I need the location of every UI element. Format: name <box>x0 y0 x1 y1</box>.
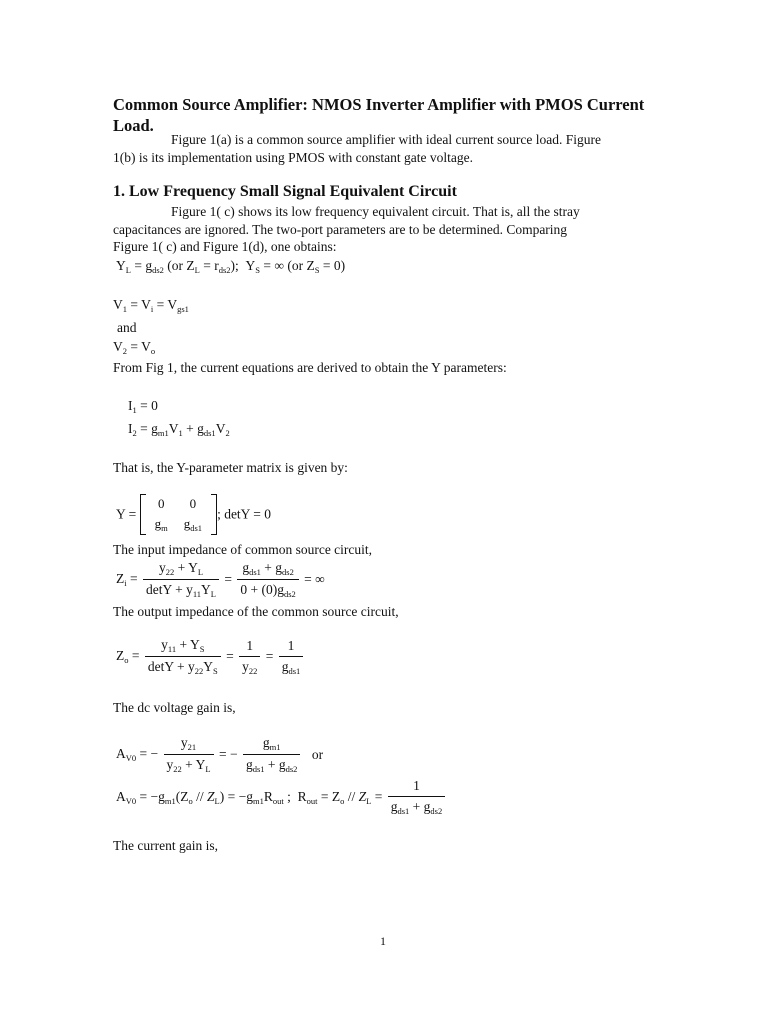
equation-v1: $V_1 = V_i = V_{gs1}$ <box>113 297 189 314</box>
intro-line-1: Figure 1(a) is a common source amplifier with ideal current source load. Figure <box>171 132 601 147</box>
matrix-cell: $g_m$ <box>154 516 168 533</box>
equation-i1: $I_1 = 0$ <box>128 398 158 415</box>
text-current-gain: The current gain is, <box>113 838 218 853</box>
equation-av0-2: $A_{V0} = -g_{m1}(Z_o // Z_L) = -g_{m1}R_{out}$ ; $R_{out} = Z_o // Z_L$ = $\frac{1}{g_{ds1} + g_{ds2}}$ <box>116 778 447 816</box>
equation-i2: $I_2 = g_{m1}V_1 + g_{ds1}V_2$ <box>128 421 230 438</box>
intro-line-2: 1(b) is its implementation using PMOS with constant gate voltage. <box>113 150 473 165</box>
page-number: 1 <box>380 934 386 948</box>
equation-yl-ys: $Y_L = g_{ds2}$ (or $Z_L = r_{ds2}$); $Y_S$ = ∞ (or $Z_S = 0$) <box>116 258 346 275</box>
text-output-impedance: The output impedance of the common source circuit, <box>113 604 399 619</box>
matrix-cell: 0 <box>157 496 165 511</box>
text-and: and <box>117 320 137 335</box>
text-that-is: That is, the Y-parameter matrix is given by: <box>113 460 348 475</box>
equation-zo: $Z_o$ = $\frac{y_{11} + Y_S}{\det Y + y_{22}Y_S}$ = $\frac{1}{y_{22}}$ = $\frac{1}{g_{ds1}}$ <box>116 637 305 676</box>
section-paragraph-line-3: Figure 1( c) and Figure 1(d), one obtains: <box>113 239 337 254</box>
matrix-cell: $g_{ds1}$ <box>183 516 203 533</box>
text-input-impedance: The input impedance of common source circuit, <box>113 542 373 557</box>
text-dc-gain: The dc voltage gain is, <box>113 700 236 715</box>
text-or: or <box>311 746 324 762</box>
equation-av0-1: $A_{V0}$ = − $\frac{y_{21}}{y_{22} + Y_L}$ = − $\frac{g_{m1}}{g_{ds1} + g_{ds2}}$ or <box>116 735 324 774</box>
det-y: ; detY = 0 <box>217 506 272 522</box>
equation-v2: $V_2 = V_o$ <box>113 339 156 356</box>
y-matrix <box>140 494 217 535</box>
document-title: Common Source Amplifier: NMOS Inverter Amplifier with PMOS Current Load. <box>113 95 645 135</box>
text-from-fig: From Fig 1, the current equations are derived to obtain the Y parameters: <box>113 360 507 375</box>
matrix-cell: 0 <box>189 496 197 511</box>
section-paragraph-line-1: Figure 1( c) shows its low frequency equivalent circuit. That is, all the stray <box>171 204 580 219</box>
equation-zi: $Z_i$ = $\frac{y_{22} + Y_L}{\det Y + y_{11}Y_L}$ = $\frac{g_{ds1} + g_{ds2}}{0 + (0)g_{ds2}}$ = ∞ <box>116 560 325 599</box>
section-heading: 1. Low Frequency Small Signal Equivalent Circuit <box>113 183 457 200</box>
equation-y-matrix: Y = 0 0 $g_m$ $g_{ds1}$ ; detY = 0 <box>116 496 272 533</box>
section-paragraph-line-2: capacitances are ignored. The two-port parameters are to be determined. Comparing <box>113 222 568 237</box>
